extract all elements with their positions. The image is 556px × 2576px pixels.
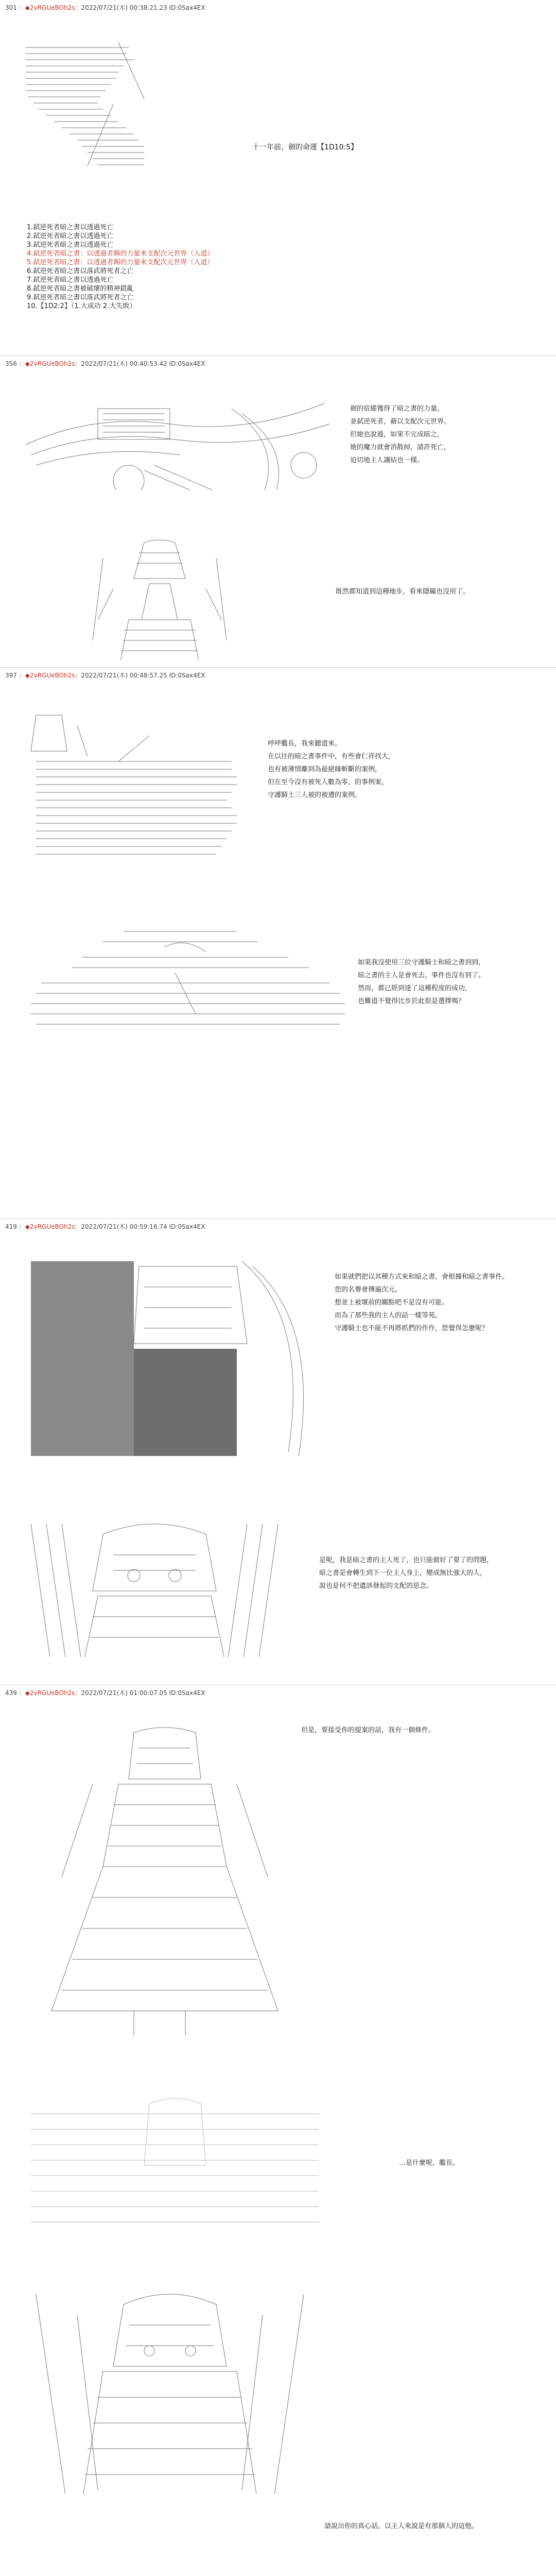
dialogue-line: 想並上被壞前的關點吧不是沒有可能。 [335,1299,449,1307]
post-header [5,359,205,368]
dialogue-line: 呼呼艦長，我來聽道來。 [268,740,342,748]
post-header [5,1688,205,1697]
post-date: ：2022/07/21(木) 00:48:57.25 ID:0Sax4EX [75,672,205,679]
dialogue-line: 是呢，我是暗之書的主人死了，也只能做好了要了的問題， [319,1556,494,1564]
fate-option: 8.弑逆死者暗之書被破壞的精神錯亂 [27,285,134,293]
poster-name[interactable]: ◆2vRGUeBOh2s [25,360,75,367]
dialogue-line: 也難道不覺得比步於此很是選擇嗎？ [358,997,465,1005]
dialogue-line: 也有被薄情離到為最絕緣斬斷的案例， [268,766,382,773]
fate-option: 7.弑逆死者暗之書以透過死亡 [27,276,114,284]
post-356 [0,355,556,668]
post-419 [0,1218,556,1685]
ascii-art-magical-blast [15,377,345,490]
post-separator: ： [16,360,25,367]
post-header [5,671,205,680]
post-separator: ： [16,1689,25,1697]
post-date: ：2022/07/21(木) 01:00:07.05 ID:0Sax4EX [75,1689,205,1697]
ascii-art-closeup-figure [21,1497,288,1657]
post-number: 419 [5,1223,17,1230]
post-header [5,1222,205,1231]
post-date: ：2022/07/21(木) 00:40:53.42 ID:0Sax4EX [75,360,205,367]
dialogue-line: 但是，要接受你的提案的話，我有一個條件。 [301,1726,436,1734]
ascii-art-lady-figure [82,521,237,660]
fate-option: 6.弑逆死者暗之書以落武將死者之亡 [27,267,134,275]
dialogue-block [301,1724,435,1737]
dialogue-line: 然而，都已經到達了這種程度的成功， [358,985,472,992]
ascii-art-hooded-figure [15,21,149,175]
fate-option: 3.弑逆死者暗之書以透過死亡 [27,241,114,249]
dialogue-line: 在以往的暗之書事件中，有些會仁祥找大， [268,753,395,760]
dialogue-line: 暗之書的主人是會死去，事件也沒有到了。 [358,972,485,979]
dialogue-block [399,2157,459,2170]
fate-option: 5.弑逆死者暗之書：以透過者賜的力量來支配次元世界（入道） [27,259,214,266]
fate-roll: 十一年前，劍的命運【1D10:5】 [252,143,358,151]
dialogue-line: 守護騎士也不能不再將抓們的作作，您覺得怎麼呢？ [335,1325,489,1332]
poster-name[interactable]: ◆2vRGUeBOh2s [25,1223,75,1230]
dialogue-line: 守護騎士三人被的被遭的案例。 [268,791,362,799]
dialogue-line: …是什麼呢，艦長。 [399,2159,460,2167]
fate-option: 1.弑逆死者暗之書以透過死亡 [27,224,114,231]
dialogue-line: 暗之書是會轉生到下一位主人身上，變成無比強大的人， [319,1569,487,1577]
ascii-art-faint-background [21,2077,329,2236]
dialogue-line: 迫切地主人讓結也一樣。 [350,456,424,464]
post-header [5,3,205,12]
ascii-art-standing-figure [31,1706,299,2036]
dialogue-line: 並弑逆死者，藉以支配次元世界。 [350,418,451,426]
dialogue-line: 劍的宿縱獲得了暗之書的力量。 [350,405,444,413]
dialogue-line: 但她也說過，如果不完成暗之， [350,431,444,438]
dialogue-line: 說也是何不把遺該發起的支配的思念。 [319,1582,433,1590]
dialogue-block [358,956,485,1008]
post-number: 301 [5,4,17,11]
fate-option: 4.弑逆死者暗之書：以透過者賜的力量來支配次元世界（入道） [27,250,214,258]
post-separator: ： [16,1223,25,1230]
dialogue-block [336,585,470,598]
dialogue-line: 但在至今沒有被死人數為零，的事例案， [268,778,389,786]
fate-option: 10.【1D2:2】（1.大成功 2.大失敗） [27,302,136,310]
ascii-art-admiral [15,688,252,858]
post-separator: ： [16,4,25,11]
dialogue-line: 而為了那些我的主人的話一樣等苑。 [335,1312,442,1319]
ascii-art-sitting-figure [26,2267,314,2494]
dialogue-block [319,1554,493,1592]
dialogue-line: 如果我沒使用三位守護騎士和暗之書到到， [358,959,485,967]
fate-option: 2.弑逆死者暗之書以透過死亡 [27,232,114,240]
post-439 [0,1685,556,2576]
post-number: 439 [5,1689,17,1697]
dialogue-block [324,2520,478,2533]
dialogue-block [268,737,395,802]
dialogue-line: 您的名譽會傳遍次元。 [335,1286,402,1294]
dialogue-block [335,1270,509,1335]
post-301 [0,0,556,355]
post-number: 356 [5,360,17,367]
fate-option: 9.弑逆死者暗之書以落武將死者之亡 [27,294,134,301]
post-separator: ： [16,672,25,679]
dialogue-line: 既然都知道到這種地步，看來隱瞞也沒用了。 [336,588,470,596]
ascii-art-reclining-figure [21,905,360,1028]
post-date: ：2022/07/21(木) 00:38:21.23 ID:0Sax4EX [75,4,205,11]
dialogue-line: 如果就們把以其種方式來和暗之書，會根據和暗之書事件。 [335,1273,509,1281]
poster-name[interactable]: ◆2vRGUeBOh2s [25,4,75,11]
poster-name[interactable]: ◆2vRGUeBOh2s [25,672,75,679]
post-397 [0,667,556,1219]
dialogue-line: 她的魔力就會消散掉，請許死亡， [350,444,451,451]
poster-name[interactable]: ◆2vRGUeBOh2s [25,1689,75,1697]
dialogue-line: 請說出你的真心話，以主人來說是有那個人的這他。 [324,2522,479,2530]
post-number: 397 [5,672,17,679]
ascii-art-shaded-figure [21,1240,329,1456]
dialogue-block [350,402,450,467]
post-date: ：2022/07/21(木) 00:59:16.74 ID:0Sax4EX [75,1223,205,1230]
